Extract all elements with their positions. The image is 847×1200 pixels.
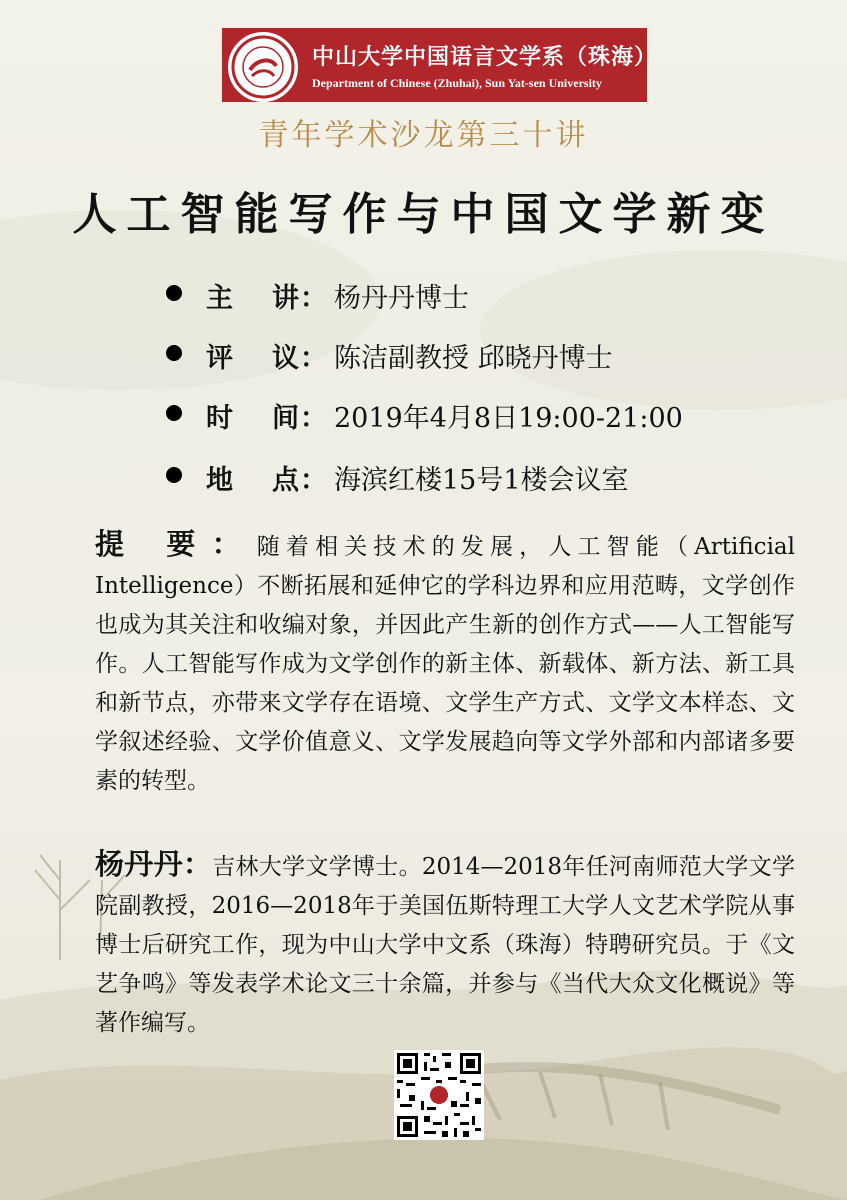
info-row-discussants bbox=[160, 336, 800, 372]
info-row-time bbox=[160, 396, 800, 432]
department-name-cn: 中山大学中国语言文学系（珠海） bbox=[312, 44, 658, 70]
bullet-icon bbox=[166, 285, 182, 301]
info-value: 2019年4月8日19:00-21:00 bbox=[334, 403, 683, 434]
info-label-char2: 间 bbox=[272, 403, 299, 434]
bullet-icon bbox=[166, 467, 182, 483]
abstract-text: 随着相关技术的发展，人工智能（Artificial Intelligence）不断拓展和延伸它的学科边界和应用范畴，文学创作也成为其关注和收编对象，并因此产生新的创作方式——人工智能写作。人工智能写作成为文学创作的新主体、新载体、新方法、新工具和新节点，亦带来文学存在语境、文学生产方式、文学文本样态、文学叙述经验、文学价值意义、文学发展趋向等文学外部和内部诸多要素的转型。 bbox=[95, 534, 795, 794]
bio-text: 吉林大学文学博士。2014—2018年任河南师范大学文学院副教授，2016—2018年于美国伍斯特理工大学人文艺术学院从事博士后研究工作，现为中山大学中文系（珠海）特聘研究员。于《文艺争鸣》等发表学术论文三十余篇，并参与《当代大众文化概说》等著作编写。 bbox=[95, 854, 795, 1036]
bio-paragraph bbox=[95, 845, 795, 1043]
info-colon: ： bbox=[300, 343, 327, 374]
department-banner bbox=[222, 28, 658, 102]
abstract-label: 提 要： bbox=[95, 527, 257, 561]
info-value: 杨丹丹博士 bbox=[334, 283, 469, 314]
info-colon: ： bbox=[300, 403, 327, 434]
info-label-char2: 议 bbox=[272, 343, 299, 374]
info-label-char1: 主 bbox=[206, 283, 233, 314]
lecture-title: 人工智能写作与中国文学新变 bbox=[72, 189, 775, 240]
info-colon: ： bbox=[300, 465, 327, 496]
bullet-icon bbox=[166, 405, 182, 421]
info-value: 海滨红楼15号1楼会议室 bbox=[334, 465, 629, 496]
info-label-char1: 时 bbox=[206, 403, 233, 434]
info-row-venue bbox=[160, 458, 800, 494]
info-label-char2: 讲 bbox=[272, 283, 299, 314]
info-row-speaker bbox=[160, 276, 800, 312]
department-name-en: Department of Chinese (Zhuhai), Sun Yat-sen University bbox=[312, 76, 602, 90]
abstract-paragraph bbox=[95, 525, 795, 801]
info-colon: ： bbox=[300, 283, 327, 314]
info-label-char1: 评 bbox=[206, 343, 233, 374]
info-value: 陈洁副教授 邱晓丹博士 bbox=[334, 343, 613, 374]
series-title: 青年学术沙龙第三十讲 bbox=[258, 118, 589, 153]
qr-code-icon[interactable] bbox=[394, 1050, 484, 1140]
bio-label: 杨丹丹： bbox=[95, 847, 213, 881]
info-label-char1: 地 bbox=[206, 465, 233, 496]
university-seal-icon bbox=[228, 32, 298, 102]
info-label-char2: 点 bbox=[272, 465, 299, 496]
bullet-icon bbox=[166, 345, 182, 361]
